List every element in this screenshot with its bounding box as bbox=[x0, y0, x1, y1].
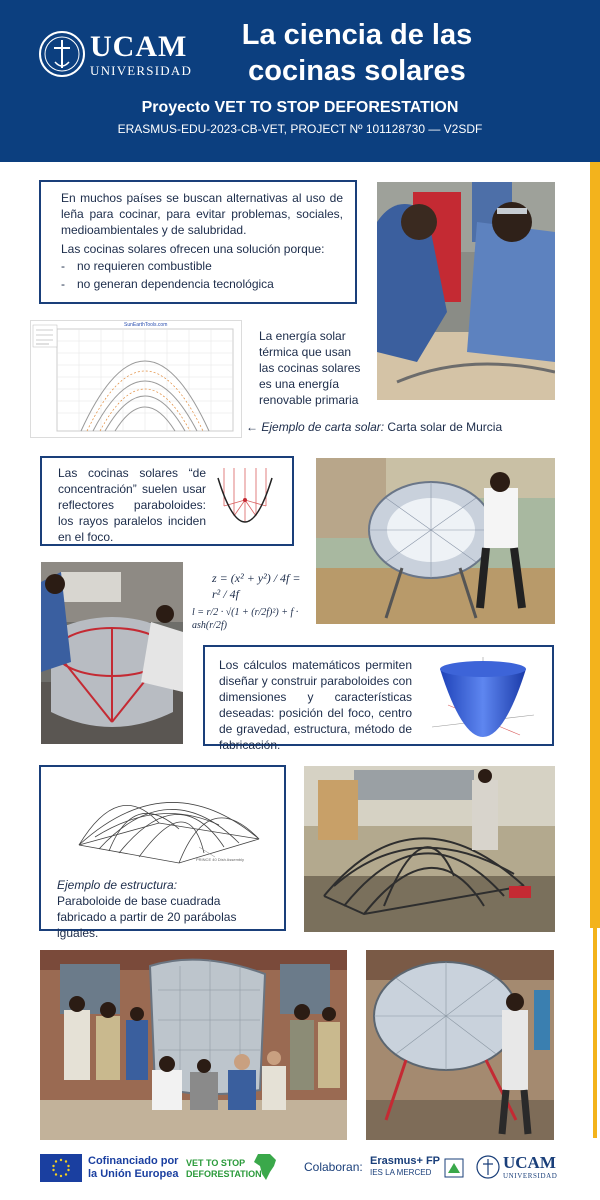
workshop-photo bbox=[41, 562, 183, 744]
vet-logo-text: VET TO STOP DEFORESTATION bbox=[186, 1158, 262, 1179]
poster-footer bbox=[0, 1140, 600, 1200]
sun-chart-caption-value: Carta solar de Murcia bbox=[387, 420, 503, 434]
sun-chart-caption-label: Ejemplo de carta solar: bbox=[261, 420, 385, 434]
ucam-footer-subtext: UNIVERSIDAD bbox=[503, 1172, 558, 1180]
collaborators-label: Colaboran: bbox=[304, 1160, 363, 1174]
intro-box bbox=[39, 180, 357, 304]
poster-title-line1: La ciencia de las bbox=[241, 19, 473, 51]
solar-energy-note: La energía solar térmica que usan las cocinas solares es una energía renovable primaria bbox=[259, 329, 361, 407]
workers-photo bbox=[377, 182, 555, 400]
dish-photo bbox=[366, 950, 554, 1140]
solution-text: Las cocinas solares ofrecen una solución porque: bbox=[61, 242, 325, 256]
ies-merced-text: IES LA MERCED bbox=[370, 1168, 432, 1177]
structure-drawing-label: PRINCE 40 Dish Assembly bbox=[196, 857, 245, 862]
concentration-box bbox=[40, 456, 294, 546]
bullet-item: - no generan dependencia tecnológica bbox=[61, 277, 274, 291]
frame-photo bbox=[304, 766, 555, 932]
sun-chart-title: SunEarthTools.com bbox=[124, 322, 168, 328]
group-photo bbox=[40, 950, 347, 1140]
bullet-marker: - bbox=[61, 277, 65, 291]
formula-l: l = r/2 · √(1 + (r/2f)²) + f · ash(r/2f) bbox=[192, 607, 299, 631]
poster-header bbox=[0, 0, 600, 162]
project-code: ERASMUS-EDU-2023-CB-VET, PROJECT Nº 101128730 — V2SDF bbox=[117, 122, 483, 136]
parabola-rays-diagram bbox=[212, 466, 278, 536]
intro-text: En muchos países se buscan alternativas al uso de leña para cocinar, para evitar problemas, sociales, medioambientales y de salubridad. bbox=[61, 191, 343, 237]
sun-chart bbox=[30, 320, 242, 438]
solar-cooker-photo bbox=[316, 458, 555, 624]
bullet-marker: - bbox=[61, 259, 65, 273]
ucam-footer-seal-icon bbox=[476, 1153, 500, 1181]
paraboloid-3d-icon bbox=[428, 655, 538, 737]
arrow-left-icon: ← bbox=[246, 420, 258, 434]
eu-cofinance-text: Cofinanciado por la Unión Europea bbox=[88, 1155, 179, 1180]
ucam-logo-subtext: UNIVERSIDAD bbox=[90, 63, 193, 78]
ucam-logo-text: UCAM bbox=[90, 30, 188, 63]
bullet-item: - no requieren combustible bbox=[61, 259, 212, 273]
ies-merced-icon bbox=[443, 1155, 465, 1179]
ucam-seal-icon bbox=[38, 26, 86, 82]
sun-chart-caption bbox=[246, 419, 503, 435]
ucam-footer-text: UCAM bbox=[503, 1153, 556, 1172]
math-box bbox=[203, 645, 554, 752]
structure-description: Paraboloide de base cuadrada fabricado a partir de 20 parábolas iguales. bbox=[57, 894, 237, 940]
africa-map-icon bbox=[252, 1152, 280, 1182]
accent-bar bbox=[590, 162, 600, 928]
formula-z: z = (x² + y²) / 4f = r² / 4f bbox=[212, 571, 301, 601]
structure-label: Ejemplo de estructura: bbox=[57, 878, 178, 892]
erasmus-logo-text: Erasmus+ FP bbox=[370, 1155, 441, 1167]
concentration-text: Las cocinas solares “de concentración” suelen usar reflectores paraboloides: los rayos paralelos inciden en el foco. bbox=[58, 466, 206, 544]
poster-title-line2: cocinas solares bbox=[248, 55, 466, 87]
math-text: Los cálculos matemáticos permiten diseñar y construir paraboloides con dimensiones y características deseadas: posición del foco, centro de gravedad, estructura, método de fabricación. bbox=[219, 658, 412, 752]
accent-bar-lower bbox=[593, 928, 597, 1138]
eu-flag-icon bbox=[40, 1154, 82, 1182]
project-subtitle: Proyecto VET TO STOP DEFORESTATION bbox=[141, 99, 459, 116]
structure-box bbox=[39, 765, 286, 940]
